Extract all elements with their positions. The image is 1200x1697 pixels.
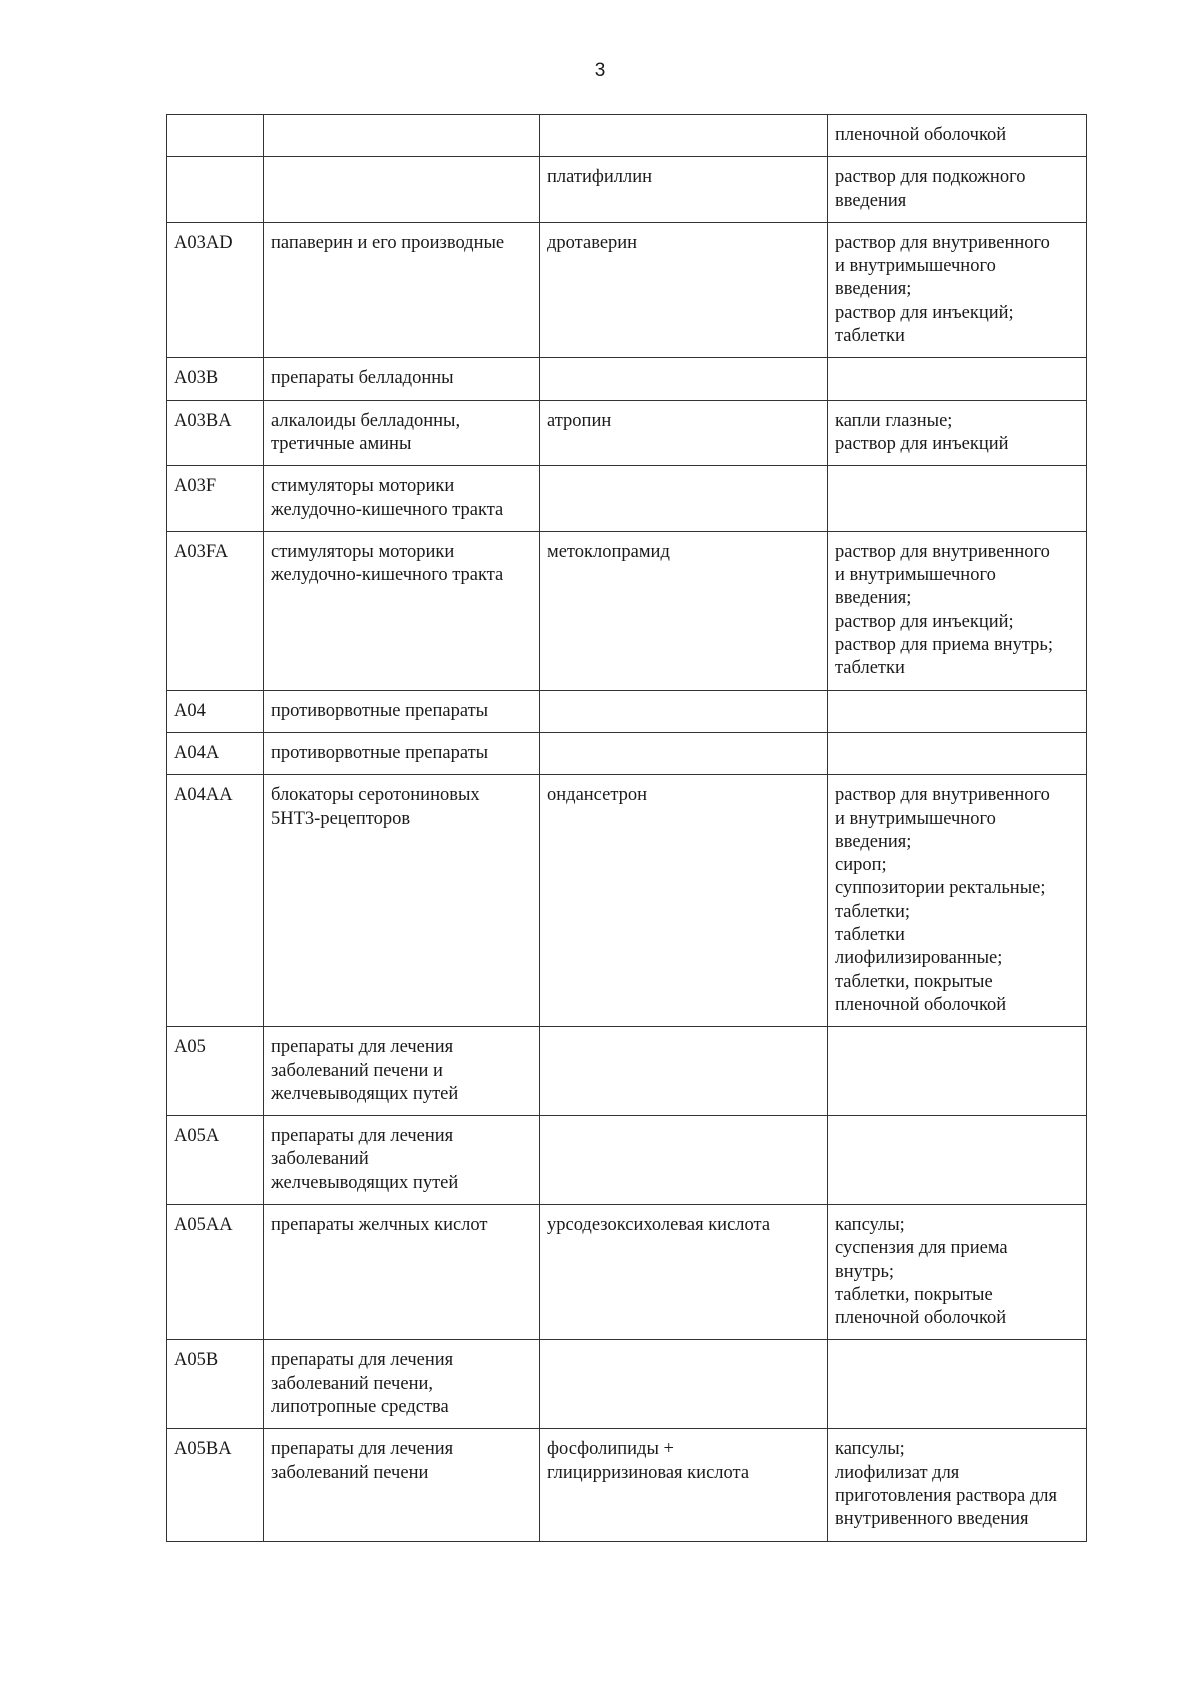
group-cell: препараты желчных кислот [264, 1204, 540, 1339]
group-cell [264, 115, 540, 157]
table-row [167, 1116, 1087, 1205]
page-number: 3 [594, 60, 606, 81]
atc-code-cell: A04AA [167, 775, 264, 1027]
table-row [167, 358, 1087, 400]
drug-name-cell: дротаверин [540, 222, 828, 357]
atc-code-cell: A05AA [167, 1204, 264, 1339]
atc-code-cell [167, 115, 264, 157]
drug-name-cell: платифиллин [540, 157, 828, 223]
group-cell: препараты для лечения заболеваний печени и желчевыводящих путей [264, 1027, 540, 1116]
atc-code-cell: A05B [167, 1340, 264, 1429]
drug-name-cell [540, 358, 828, 400]
group-cell: препараты для лечения заболеваний желчевыводящих путей [264, 1116, 540, 1205]
drug-name-cell: урсодезоксихолевая кислота [540, 1204, 828, 1339]
group-cell: противорвотные препараты [264, 690, 540, 732]
dosage-form-cell: капсулы; лиофилизат для приготовления раствора для внутривенного введения [828, 1429, 1087, 1541]
atc-code-cell: A03F [167, 466, 264, 532]
dosage-form-cell: пленочной оболочкой [828, 115, 1087, 157]
group-cell: стимуляторы моторики желудочно-кишечного тракта [264, 466, 540, 532]
table-row [167, 157, 1087, 223]
dosage-form-cell: капсулы; суспензия для приема внутрь; таблетки, покрытые пленочной оболочкой [828, 1204, 1087, 1339]
atc-code-cell: A05 [167, 1027, 264, 1116]
table-row [167, 690, 1087, 732]
group-cell: стимуляторы моторики желудочно-кишечного тракта [264, 531, 540, 690]
dosage-form-cell [828, 1027, 1087, 1116]
table-row [167, 775, 1087, 1027]
drug-name-cell: метоклопрамид [540, 531, 828, 690]
drug-name-cell [540, 1116, 828, 1205]
drug-name-cell [540, 466, 828, 532]
dosage-form-cell [828, 466, 1087, 532]
group-cell: блокаторы серотониновых 5HT3-рецепторов [264, 775, 540, 1027]
table-row [167, 1204, 1087, 1339]
atc-code-cell: A04 [167, 690, 264, 732]
table-row [167, 1027, 1087, 1116]
dosage-form-cell [828, 1340, 1087, 1429]
dosage-form-cell: раствор для внутривенного и внутримышечного введения; раствор для инъекций; раствор для приема внутрь; таблетки [828, 531, 1087, 690]
table-row [167, 1429, 1087, 1541]
table-row [167, 531, 1087, 690]
dosage-form-cell [828, 1116, 1087, 1205]
atc-code-cell: A03B [167, 358, 264, 400]
atc-code-cell: A03FA [167, 531, 264, 690]
dosage-form-cell: капли глазные; раствор для инъекций [828, 400, 1087, 466]
dosage-form-cell: раствор для внутривенного и внутримышечного введения; сироп; суппозитории ректальные; таблетки; таблетки лиофилизированные; таблетки, покрытые пленочной оболочкой [828, 775, 1087, 1027]
group-cell: препараты белладонны [264, 358, 540, 400]
drug-name-cell [540, 732, 828, 774]
drug-name-cell: атропин [540, 400, 828, 466]
table-row [167, 400, 1087, 466]
table-row [167, 222, 1087, 357]
table-row [167, 732, 1087, 774]
dosage-form-cell [828, 690, 1087, 732]
drug-name-cell: ондансетрон [540, 775, 828, 1027]
atc-code-cell [167, 157, 264, 223]
group-cell: папаверин и его производные [264, 222, 540, 357]
drug-name-cell [540, 1027, 828, 1116]
dosage-form-cell [828, 358, 1087, 400]
table-row [167, 115, 1087, 157]
drug-name-cell [540, 1340, 828, 1429]
atc-code-cell: A04A [167, 732, 264, 774]
group-cell: противорвотные препараты [264, 732, 540, 774]
drug-name-cell [540, 690, 828, 732]
atc-code-cell: A05BA [167, 1429, 264, 1541]
group-cell: алкалоиды белладонны, третичные амины [264, 400, 540, 466]
group-cell: препараты для лечения заболеваний печени [264, 1429, 540, 1541]
group-cell [264, 157, 540, 223]
dosage-form-cell: раствор для внутривенного и внутримышечного введения; раствор для инъекций; таблетки [828, 222, 1087, 357]
dosage-form-cell: раствор для подкожного введения [828, 157, 1087, 223]
drug-table [166, 114, 1087, 1542]
group-cell: препараты для лечения заболеваний печени, липотропные средства [264, 1340, 540, 1429]
atc-code-cell: A05A [167, 1116, 264, 1205]
drug-name-cell [540, 115, 828, 157]
table-row [167, 466, 1087, 532]
atc-code-cell: A03AD [167, 222, 264, 357]
dosage-form-cell [828, 732, 1087, 774]
atc-code-cell: A03BA [167, 400, 264, 466]
table-row [167, 1340, 1087, 1429]
drug-name-cell: фосфолипиды + глицирризиновая кислота [540, 1429, 828, 1541]
